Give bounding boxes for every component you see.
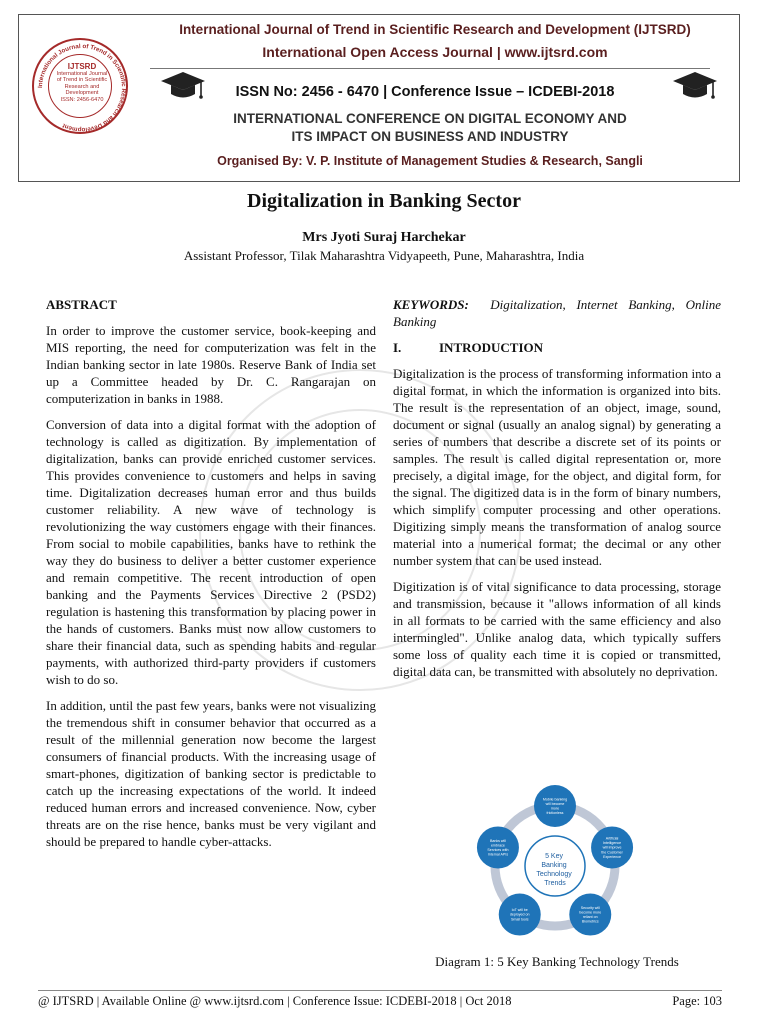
abstract-paragraph: In order to improve the customer service, book-keeping and MIS reporting, the need for computerization was felt in the Indian banking sector in late 1980s. Reserve Bank of India set up a Committee headed by Dr. C. Rangarajan on computerization in banks in 1988. [46,323,376,406]
section-number: I. [393,340,402,355]
diagram-node-label: Security will become more reliant on Biometrics [579,905,602,924]
introduction-heading [393,339,721,356]
author-affiliation: Assistant Professor, Tilak Maharashtra Vidyapeeth, Pune, Maharashtra, India [183,248,585,263]
center-label-line: Technology [536,871,572,878]
author-name: Mrs Jyoti Suraj Harchekar [302,230,466,245]
conference-name [160,110,700,146]
center-label-line: Banking [541,862,567,869]
footer-text: @ IJTSRD | Available Online @ www.ijtsrd.com | Conference Issue: ICDEBI-2018 | Oct 2018 [38,994,512,1008]
technology-trends-diagram [455,782,655,950]
ijtsrd-seal-logo [32,38,128,134]
keywords-label: KEYWORDS: [393,297,469,312]
left-column [46,296,376,859]
diagram-node-label: Mobile banking will become more frictionless [542,797,568,816]
graduation-cap-icon [672,70,718,104]
journal-subtitle: International Open Access Journal | www.ijtsrd.com [262,44,608,60]
seal-line: Research and [64,83,100,90]
center-label-line: 5 Key [545,853,563,860]
conference-line: ITS IMPACT ON BUSINESS AND INDUSTRY [291,129,569,144]
footer-divider [38,990,722,991]
abstract-paragraph: In addition, until the past few years, banks were not visualizing the tremendous shift in consumer behavior that occurred as a result of the millennial generation now become the largest consumers of financial products. With the increasing usage of smart-phones, digitization of banking sector is predictable to catch up the increasing expectations of the world. It indeed reduced human errors and increased convenience. Now, cyber threats are on the rise hence, banks must be very vigilant and should be prepared to handle cyber-attacks. [46,698,376,849]
keywords [393,296,721,330]
journal-title: International Journal of Trend in Scientific Research and Development (IJTSRD) [179,22,691,37]
seal-ring-text: International Journal of Trend in Scientific Research and Development [36,42,128,134]
intro-paragraph: Digitization is of vital significance to data processing, storage and transmission, because it "allows information of all kinds in all formats to be carried with the same efficiency and also intermingled". Unlike analog data, which typically suffers some loss of quality each time it is copied or transmitted, digital data can, be transmitted with absolutely no deprivation. [393,579,721,679]
page-number: Page: 103 [672,994,722,1008]
seal-title: IJTSRD [67,62,97,71]
right-column [393,296,721,689]
keywords-list: Digitalization, Internet Banking, Online Banking [393,297,721,329]
intro-paragraph: Digitalization is the process of transforming information into a digital format, in which the information is organized into bits. The result is the representation of an object, image, sound, document or signal (usually an analog signal) by generating a series of numbers that describe a discrete set of its points or samples. The result is called digital representation or, more precisely, a digital image, for the object, and digital form, for the signal. The digitized data is in the form of binary numbers, which simplify computer processing and other operations. Digitizing simply means the transformation of analog source material into a numerical format; the decimal or any other number system that can be used instead. [393,366,721,568]
organiser-line: Organised By: V. P. Institute of Management Studies & Research, Sangli [217,154,643,168]
abstract-paragraph: Conversion of data into a digital format with the adoption of technology is called as digitization. By implementation of digitalization, banks can provide enriched customer services. This provides convenience to customers and helps in saving time. Digitalization decreases human error and thus builds customer reliability. A new wave of technology is revolutionizing the way customers engage with their finances. From social to mobile capabilities, banks have to rethink the way they do business to deliver a better customer experience and remain competitive. The recent introduction of open banking and the Payments Services Directive 2 (PSD2) regulation is hastening this transformation by placing power in the hands of customers. Banks must now allow customers to share their financial data, such as spending habits and regular payments, with authorized third-party providers if customers wish to do so. [46,417,376,687]
abstract-heading: ABSTRACT [46,297,117,312]
paper-title: Digitalization in Banking Sector [247,190,521,212]
diagram-node-label: Artificial Intelligence will improve the Customer Experience [601,836,623,859]
diagram-node-label: Banks will embrace Services with Internal APIs [487,838,509,857]
seal-center-text [34,62,130,103]
page-footer [38,994,722,1009]
diagram-caption: Diagram 1: 5 Key Banking Technology Trends [435,954,679,969]
conference-line: INTERNATIONAL CONFERENCE ON DIGITAL ECONOMY AND [233,111,627,126]
diagram-node-label: IoT will be deployed on Small tools [509,908,530,922]
issn-line: ISSN No: 2456 - 6470 | Conference Issue – ICDEBI-2018 [235,84,615,100]
seal-line: of Trend in Scientific [56,77,108,84]
section-title: INTRODUCTION [439,340,544,355]
seal-issn: ISSN: 2456-6470 [60,96,104,103]
center-label-line: Trends [544,880,566,887]
seal-line: International Journal [56,71,108,77]
seal-line: Development [65,90,99,97]
header-divider [150,68,710,69]
